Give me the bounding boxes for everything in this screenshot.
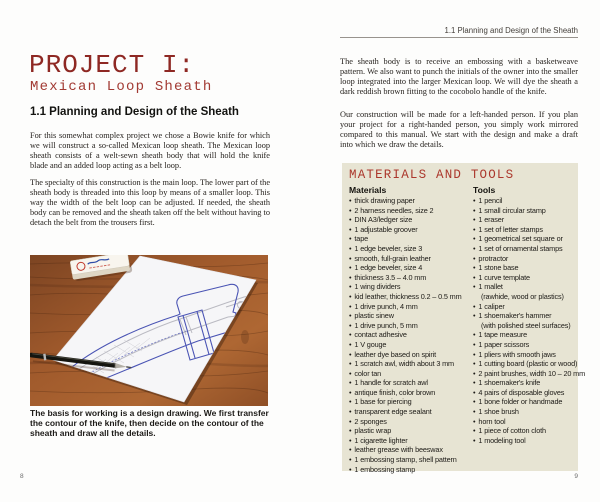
- bullet-icon: •: [349, 435, 352, 445]
- list-item: [349, 368, 476, 379]
- list-item-label: 2 harness needles, size 2: [354, 205, 434, 215]
- list-item-label: (with polished steel surfaces): [481, 320, 571, 330]
- bullet-icon: •: [349, 416, 352, 426]
- list-item-label: 1 wing dividers: [354, 282, 401, 292]
- bullet-icon: •: [473, 205, 476, 215]
- bullet-icon: •: [349, 263, 352, 273]
- list-item-label: 1 drive punch, 5 mm: [354, 320, 418, 330]
- left-paragraph-1: For this somewhat complex project we chose a Bowie knife for which we will construct a so-called Mexican loop sheath. The Mexican loop sheath consists of a welt-sewn sheath body that will hold the knife blade and an added loop acting as a belt loop.: [30, 131, 270, 170]
- list-item: [473, 330, 575, 340]
- right-paragraph-2: Our construction will be made for a left-handed person. If you plan your project for a right-handed person, you simply work mirrored compared to this manual. We start with the design and make a draft into which we draw the details.: [340, 110, 578, 149]
- list-item: [349, 407, 476, 417]
- list-item: [473, 417, 575, 427]
- list-item: [473, 234, 575, 244]
- list-item-label: 1 cutting board (plastic or wood): [478, 359, 578, 369]
- list-item: [473, 215, 575, 225]
- list-item-label: 1 piece of cotton cloth: [478, 426, 546, 436]
- list-item: [349, 445, 473, 455]
- list-item: [349, 272, 476, 283]
- bullet-icon: •: [349, 464, 352, 474]
- list-item: [349, 397, 476, 407]
- photo-caption: The basis for working is a design drawing. We first transfer the contour of the knife, then decide on the contour of the sheath and draw all the details.: [30, 408, 269, 439]
- list-item: [349, 243, 476, 254]
- list-item: [473, 407, 575, 417]
- list-item: [473, 292, 575, 302]
- list-item: [349, 282, 476, 292]
- list-item-label: 1 edge beveler, size 3: [354, 243, 423, 253]
- bullet-icon: •: [473, 243, 476, 253]
- bullet-icon: •: [473, 435, 476, 445]
- bullet-icon: •: [349, 378, 352, 388]
- bullet-icon: •: [349, 205, 352, 215]
- bullet-icon: •: [349, 311, 352, 321]
- list-item: [349, 378, 476, 388]
- bullet-icon: •: [349, 426, 352, 436]
- bullet-icon: •: [473, 282, 476, 292]
- list-item: [349, 311, 476, 321]
- list-item-label: 1 scratch awl, width about 3 mm: [354, 359, 454, 369]
- bullet-icon: •: [349, 272, 352, 282]
- list-item: [349, 455, 473, 465]
- materials-tools-title: MATERIALS AND TOOLS: [349, 168, 515, 182]
- list-item: [473, 397, 575, 407]
- list-item: [473, 321, 575, 331]
- list-item: [349, 387, 476, 398]
- list-item: [473, 273, 575, 283]
- list-item: [473, 436, 575, 446]
- bullet-icon: •: [473, 397, 476, 407]
- list-item: [349, 196, 476, 206]
- list-item: [349, 435, 476, 446]
- list-item: [473, 196, 575, 206]
- list-item: [473, 426, 575, 436]
- bullet-icon: •: [349, 291, 352, 301]
- project-title: PROJECT I:: [29, 50, 196, 80]
- list-item: [473, 302, 575, 312]
- list-item-label: 1 pliers with smooth jaws: [478, 349, 556, 359]
- bullet-icon: •: [349, 349, 352, 359]
- bullet-icon: •: [349, 234, 352, 244]
- list-item: [349, 292, 473, 302]
- list-item-label: 1 shoemaker's hammer: [478, 311, 552, 321]
- list-item-label: thickness 3.5 – 4.0 mm: [354, 272, 427, 282]
- tools-list: [473, 196, 585, 445]
- bullet-icon: •: [473, 330, 476, 340]
- bullet-icon: •: [473, 359, 476, 369]
- left-paragraph-2: The specialty of this construction is the main loop. The lower part of the sheath body is threaded into this loop by means of a smaller loop. This way the width of the belt loop can be adjusted. If needed, the sheath body can be removed and the sheath taken off the belt without having to detach the belt from the trousers first.: [30, 178, 270, 227]
- list-item-label: 1 base for piercing: [354, 397, 412, 407]
- list-item-label: 1 edge beveler, size 4: [354, 263, 423, 273]
- bullet-icon: •: [349, 243, 352, 253]
- list-item: [349, 234, 476, 244]
- list-item: [349, 215, 476, 225]
- list-item-label: color tan: [354, 368, 382, 378]
- bullet-icon: •: [473, 263, 476, 273]
- list-item-label: plastic sinew: [354, 311, 394, 321]
- bullet-icon: •: [349, 368, 352, 378]
- bullet-icon: •: [473, 378, 476, 388]
- list-item: [349, 416, 476, 427]
- list-item-label: 1 tape measure: [478, 330, 528, 340]
- list-item: [473, 350, 575, 360]
- bullet-icon: •: [473, 426, 476, 436]
- list-item-label: 1 adjustable groover: [354, 224, 418, 234]
- list-item-label: leather grease with beeswax: [354, 445, 443, 455]
- materials-list: [349, 196, 476, 474]
- tools-column: [473, 185, 585, 474]
- list-item-label: 1 modeling tool: [478, 435, 526, 445]
- list-item: [349, 205, 476, 216]
- page-number-right: 9: [574, 473, 578, 480]
- list-item: [349, 339, 476, 350]
- list-item-label: 1 shoemaker's knife: [478, 378, 541, 388]
- right-paragraph-1: The sheath body is to receive an embossing with a basketweave pattern. We also want to punch the initials of the owner into the smaller loop integrated into the larger Mexican loop. We will dye the sheath a dark reddish brown fitting to the cocobolo handle of the knife.: [340, 57, 578, 96]
- list-item-label: 1 set of letter stamps: [478, 224, 543, 234]
- section-heading: 1.1 Planning and Design of the Sheath: [30, 106, 239, 118]
- list-item-label: (rawhide, wood or plastics): [481, 291, 564, 301]
- bullet-icon: •: [473, 301, 476, 311]
- list-item-label: 1 bone folder or handmade: [478, 397, 563, 407]
- bullet-icon: •: [349, 215, 352, 225]
- list-item-label: leather dye based on spirit: [354, 349, 436, 359]
- list-item: [473, 311, 575, 321]
- list-item-label: 1 caliper: [478, 301, 505, 311]
- bullet-icon: •: [473, 407, 476, 417]
- bullet-icon: •: [349, 320, 352, 330]
- list-item-label: 1 small circular stamp: [478, 205, 546, 215]
- list-item-label: 1 handle for scratch awl: [354, 378, 428, 388]
- list-item-label: 4 pairs of disposable gloves: [478, 387, 565, 397]
- list-item-label: thick drawing paper: [354, 196, 415, 205]
- list-item: [349, 330, 476, 340]
- bullet-icon: •: [473, 416, 476, 426]
- list-item: [349, 426, 476, 436]
- bullet-icon: •: [473, 311, 476, 321]
- list-item-label: 1 geometrical set square or: [478, 234, 563, 244]
- list-item: [473, 340, 575, 350]
- list-item-label: contact adhesive: [354, 330, 407, 340]
- list-item-label: 1 set of ornamental stamps: [478, 243, 563, 253]
- list-item: [349, 253, 476, 264]
- list-item: [473, 282, 575, 292]
- running-header: 1.1 Planning and Design of the Sheath: [444, 26, 578, 35]
- list-item: [349, 301, 476, 312]
- bullet-icon: •: [349, 224, 352, 234]
- materials-column: [349, 185, 476, 474]
- list-item: [473, 225, 575, 235]
- list-item-label: 1 embossing stamp, shell pattern: [354, 455, 457, 465]
- materials-heading: Materials: [349, 185, 387, 195]
- list-item-label: antique finish, color brown: [354, 387, 436, 397]
- list-item-label: 1 pencil: [478, 196, 503, 205]
- list-item: [349, 224, 476, 235]
- list-item: [473, 388, 575, 398]
- list-item-label: horn tool: [478, 416, 506, 426]
- materials-tools-box: [342, 163, 585, 474]
- bullet-icon: •: [473, 368, 476, 378]
- list-item-label: transparent edge sealant: [354, 407, 432, 417]
- header-rule: [340, 37, 578, 38]
- list-item-label: smooth, full-grain leather: [354, 253, 431, 263]
- list-item: [473, 263, 575, 273]
- bullet-icon: •: [473, 339, 476, 349]
- list-item: [473, 368, 585, 379]
- bullet-icon: •: [349, 282, 352, 292]
- bullet-icon: •: [473, 215, 476, 225]
- bullet-icon: •: [349, 387, 352, 397]
- bullet-icon: •: [349, 330, 352, 340]
- design-drawing-photo: [30, 255, 268, 406]
- page-number-left: 8: [20, 473, 24, 480]
- list-item-label: 1 paper scissors: [478, 339, 530, 349]
- list-item-label: 1 stone base: [478, 263, 519, 273]
- list-item: [349, 349, 476, 360]
- list-item: [473, 254, 575, 264]
- list-item-label: kid leather, thickness 0.2 – 0.5 mm: [354, 291, 462, 301]
- list-item-label: 1 drive punch, 4 mm: [354, 301, 418, 311]
- list-item-label: plastic wrap: [354, 426, 392, 436]
- bullet-icon: •: [473, 253, 476, 263]
- list-item-label: tape: [354, 234, 369, 244]
- project-subtitle: Mexican Loop Sheath: [30, 79, 213, 95]
- bullet-icon: •: [349, 407, 352, 417]
- list-item-label: 1 eraser: [478, 215, 504, 225]
- photo-illustration: [30, 255, 268, 406]
- list-item-label: DIN A3/ledger size: [354, 215, 413, 225]
- bullet-icon: •: [473, 387, 476, 397]
- list-item-label: 1 curve template: [478, 272, 530, 282]
- list-item: [349, 321, 473, 331]
- bullet-icon: •: [473, 224, 476, 234]
- list-item-label: 2 paint brushes, width 10 – 20 mm: [478, 368, 585, 378]
- bullet-icon: •: [473, 234, 476, 244]
- list-item-label: 2 sponges: [354, 416, 387, 426]
- list-item-label: 1 V gouge: [354, 339, 387, 349]
- bullet-icon: •: [349, 359, 352, 369]
- bullet-icon: •: [349, 339, 352, 349]
- bullet-icon: •: [473, 349, 476, 359]
- bullet-icon: •: [349, 196, 352, 205]
- list-item-label: 1 cigarette lighter: [354, 435, 408, 445]
- bullet-icon: •: [349, 455, 352, 465]
- list-item-label: 1 embossing stamp: [354, 464, 416, 474]
- list-item-label: 1 shoe brush: [478, 407, 519, 417]
- bullet-icon: •: [349, 445, 352, 455]
- list-item-label: protractor: [478, 253, 509, 263]
- list-item-label: 1 mallet: [478, 282, 503, 292]
- bullet-icon: •: [349, 397, 352, 407]
- list-item: [349, 263, 476, 273]
- tools-heading: Tools: [473, 185, 496, 195]
- bullet-icon: •: [349, 301, 352, 311]
- list-item: [473, 359, 578, 369]
- materials-tools-columns: [342, 185, 585, 474]
- list-item: [473, 206, 575, 216]
- bullet-icon: •: [473, 196, 476, 205]
- bullet-icon: •: [349, 253, 352, 263]
- list-item: [473, 378, 575, 388]
- list-item: [349, 359, 476, 369]
- list-item: [473, 244, 575, 254]
- bullet-icon: •: [473, 272, 476, 282]
